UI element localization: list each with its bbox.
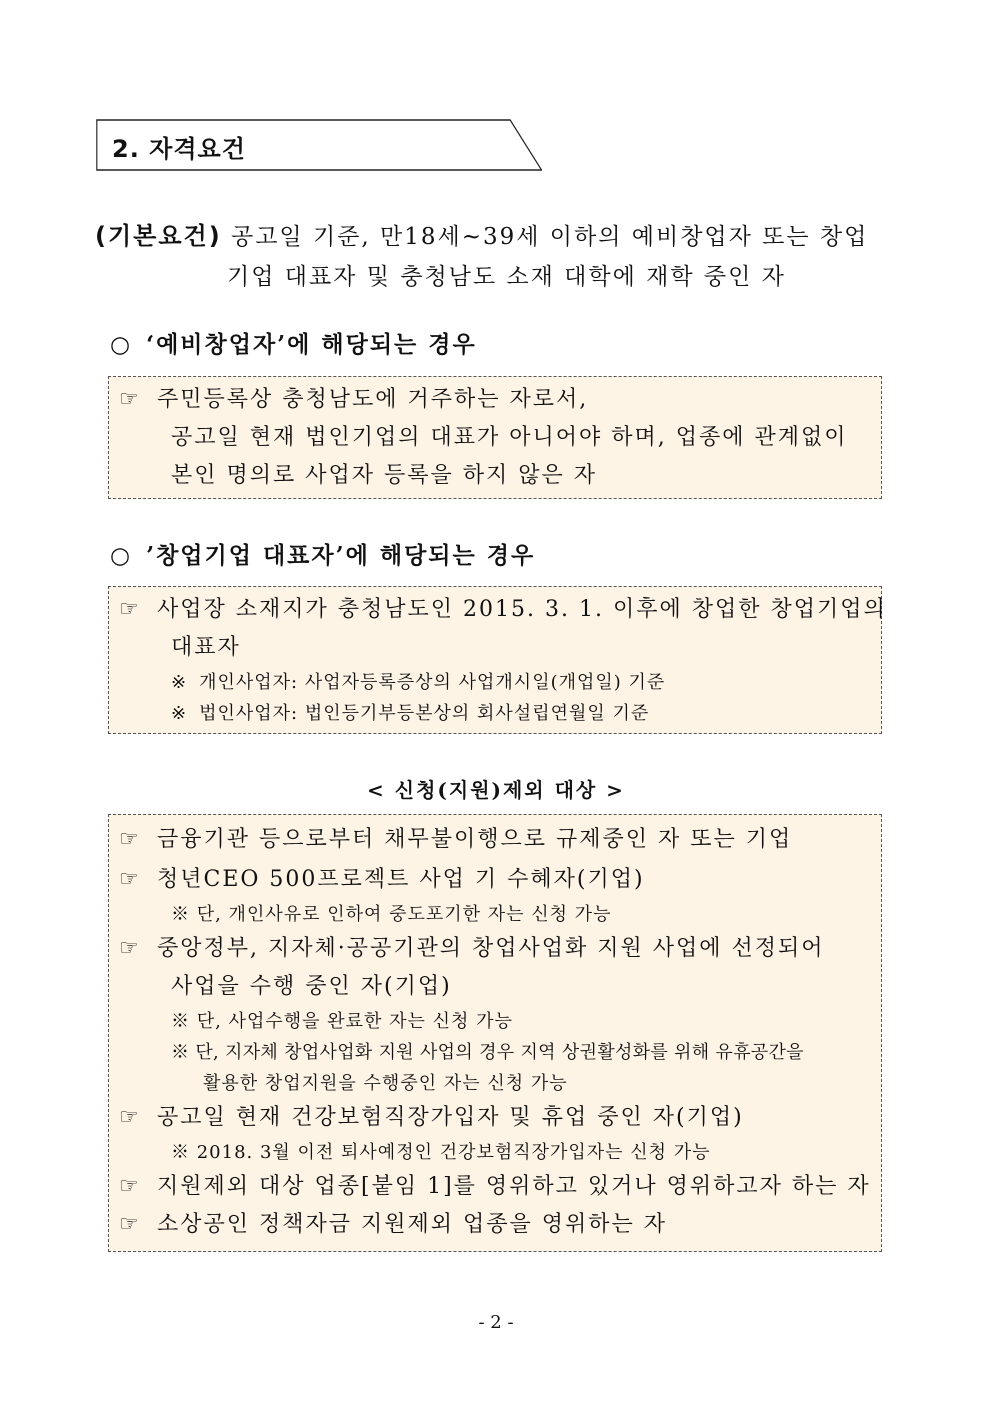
page-number: - 2 -: [478, 1312, 514, 1333]
pointing-hand-icon: ☞: [119, 867, 141, 892]
prestartup-heading: [110, 326, 477, 359]
prestartup-line: 본인 명의로 사업자 등록을 하지 않은 자: [171, 463, 597, 488]
basic-lead: (기본요건): [95, 222, 222, 250]
basic-requirement: [95, 216, 905, 297]
pointing-hand-icon: ☞: [119, 1105, 141, 1130]
ceo-heading: [110, 537, 535, 570]
circle-bullet-icon: ○: [110, 543, 133, 569]
prestartup-line: ☞ 주민등록상 충청남도에 거주하는 자로서,: [119, 381, 871, 419]
reference-mark-icon: ※: [171, 672, 188, 693]
exclusion-note: ※ 단, 지자체 창업사업화 지원 사업의 경우 지역 상권활성화를 위해 유휴공간을: [171, 1042, 804, 1063]
exclusion-item: ☞ 공고일 현재 건강보험직장가입자 및 휴업 중인 자(기업): [119, 1099, 871, 1137]
exclusion-title: < 신청(지원)제외 대상 >: [367, 778, 625, 802]
ceo-line: ☞ 사업장 소재지가 충청남도인 2015. 3. 1. 이후에 창업한 창업기업의: [119, 591, 871, 629]
pointing-hand-icon: ☞: [119, 936, 141, 961]
pointing-hand-icon: ☞: [119, 1212, 141, 1237]
exclusion-note: ※ 단, 개인사유로 인하여 중도포기한 자는 신청 가능: [171, 904, 612, 925]
exclusion-item: ☞ 금융기관 등으로부터 채무불이행으로 규제중인 자 또는 기업: [119, 821, 871, 859]
prestartup-line: 공고일 현재 법인기업의 대표가 아니어야 하며, 업종에 관계없이: [171, 425, 848, 450]
basic-text-1: 공고일 기준, 만18세~39세 이하의 예비창업자 또는 창업: [231, 224, 869, 250]
prestartup-box: [108, 376, 882, 499]
exclusion-item: ☞ 소상공인 정책자금 지원제외 업종을 영위하는 자: [119, 1206, 871, 1244]
ceo-note: ※ 개인사업자: 사업자등록증상의 사업개시일(개업일) 기준: [171, 672, 666, 693]
pointing-hand-icon: ☞: [119, 387, 141, 412]
ceo-heading-text: ’창업기업 대표자’에 해당되는 경우: [146, 542, 536, 569]
section-title: 2. 자격요건: [112, 135, 246, 163]
exclusion-note: ※ 2018. 3월 이전 퇴사예정인 건강보험직장가입자는 신청 가능: [171, 1142, 711, 1163]
exclusion-item: ☞ 청년CEO 500프로젝트 사업 기 수혜자(기업): [119, 861, 871, 899]
pointing-hand-icon: ☞: [119, 827, 141, 852]
section-header: [96, 119, 542, 171]
exclusion-item: ☞ 중앙정부, 지자체·공공기관의 창업사업화 지원 사업에 선정되어: [119, 930, 871, 968]
reference-mark-icon: ※: [171, 703, 188, 724]
exclusion-item: ☞ 지원제외 대상 업종[붙임 1]를 영위하고 있거나 영위하고자 하는 자: [119, 1168, 871, 1206]
exclusion-box: [108, 814, 882, 1252]
exclusion-note-cont: 활용한 창업지원을 수행중인 자는 신청 가능: [203, 1073, 568, 1094]
exclusion-note: ※ 단, 사업수행을 완료한 자는 신청 가능: [171, 1011, 513, 1032]
basic-text-2: 기업 대표자 및 충청남도 소재 대학에 재학 중인 자: [227, 264, 786, 290]
circle-bullet-icon: ○: [110, 332, 133, 358]
ceo-box: [108, 586, 887, 734]
ceo-line: 대표자: [171, 635, 241, 660]
basic-line-1: [95, 216, 905, 257]
exclusion-item-cont: 사업을 수행 중인 자(기업): [171, 974, 452, 999]
pointing-hand-icon: ☞: [119, 597, 141, 622]
pointing-hand-icon: ☞: [119, 1174, 141, 1199]
ceo-note: ※ 법인사업자: 법인등기부등본상의 회사설립연월일 기준: [171, 703, 650, 724]
prestartup-heading-text: ‘예비창업자’에 해당되는 경우: [146, 331, 477, 358]
